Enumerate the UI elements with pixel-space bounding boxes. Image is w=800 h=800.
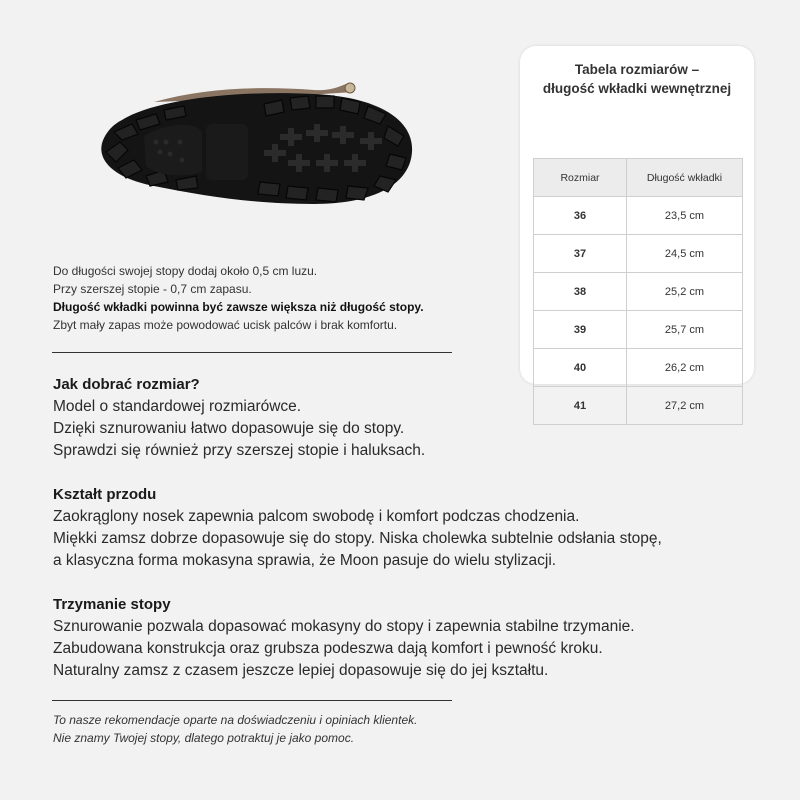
footnote [53, 711, 417, 747]
length-cell: 26,2 cm [627, 349, 743, 387]
section-line: Sznurowanie pozwala dopasować mokasyny do stopy i zapewnia stabilne trzymanie. [53, 618, 635, 635]
fit-tips [53, 262, 424, 334]
section-heading: Trzymanie stopy [53, 596, 171, 613]
section-foot-hold [53, 594, 635, 682]
tip-line: Przy szerszej stopie - 0,7 cm zapasu. [53, 282, 252, 296]
length-cell: 25,2 cm [627, 273, 743, 311]
tip-line: Zbyt mały zapas może powodować ucisk palców i brak komfortu. [53, 318, 398, 332]
footnote-line: To nasze rekomendacje oparte na doświadczeniu i opiniach klientek. [53, 713, 418, 727]
size-cell: 38 [534, 273, 627, 311]
table-row [534, 235, 743, 273]
section-heading: Jak dobrać rozmiar? [53, 376, 200, 393]
table-row [534, 311, 743, 349]
table-row [534, 387, 743, 425]
length-cell: 24,5 cm [627, 235, 743, 273]
section-line: Miękki zamsz dobrze dopasowuje się do stopy. Niska cholewka subtelnie odsłania stopę, [53, 530, 662, 547]
tip-line: Do długości swojej stopy dodaj około 0,5 cm luzu. [53, 264, 318, 278]
table-row [534, 349, 743, 387]
size-cell: 39 [534, 311, 627, 349]
tip-line-emphasis [53, 298, 424, 316]
length-cell: 25,7 cm [627, 311, 743, 349]
section-line: Zaokrąglony nosek zapewnia palcom swobodę i komfort podczas chodzenia. [53, 508, 580, 525]
size-chart-card [520, 46, 754, 412]
section-line: Zabudowana konstrukcja oraz grubsza podeszwa dają komfort i pewność kroku. [53, 640, 603, 657]
tip-bold-text: Długość wkładki powinna być zawsze większa niż długość stopy. [53, 300, 424, 314]
length-cell: 27,2 cm [627, 387, 743, 425]
size-chart-title-line2: długość wkładki wewnętrznej [542, 81, 732, 96]
header-length: Długość wkładki [627, 159, 743, 197]
size-chart-table [533, 158, 743, 425]
size-chart-title [520, 60, 754, 98]
length-cell: 23,5 cm [627, 197, 743, 235]
size-cell: 36 [534, 197, 627, 235]
divider-bottom [52, 700, 452, 701]
divider-top [52, 352, 452, 353]
shoe-sole-image [84, 80, 420, 210]
section-line: Dzięki sznurowaniu łatwo dopasowuje się do stopy. [53, 420, 405, 437]
footnote-line: Nie znamy Twojej stopy, dlatego potraktuj je jako pomoc. [53, 731, 355, 745]
size-cell: 41 [534, 387, 627, 425]
size-chart-title-line1: Tabela rozmiarów – [574, 62, 700, 77]
table-header-row [534, 159, 743, 197]
section-size-guide [53, 374, 425, 462]
section-line: Naturalny zamsz z czasem jeszcze lepiej dopasowuje się do jej kształtu. [53, 662, 549, 679]
section-toe-shape [53, 484, 662, 572]
section-line: Model o standardowej rozmiarówce. [53, 398, 302, 415]
table-row [534, 273, 743, 311]
size-cell: 37 [534, 235, 627, 273]
section-heading: Kształt przodu [53, 486, 157, 503]
section-line: Sprawdzi się również przy szerszej stopie i haluksach. [53, 442, 426, 459]
section-line: a klasyczna forma mokasyna sprawia, że Moon pasuje do wielu stylizacji. [53, 552, 557, 569]
size-cell: 40 [534, 349, 627, 387]
header-size: Rozmiar [534, 159, 627, 197]
table-row [534, 197, 743, 235]
